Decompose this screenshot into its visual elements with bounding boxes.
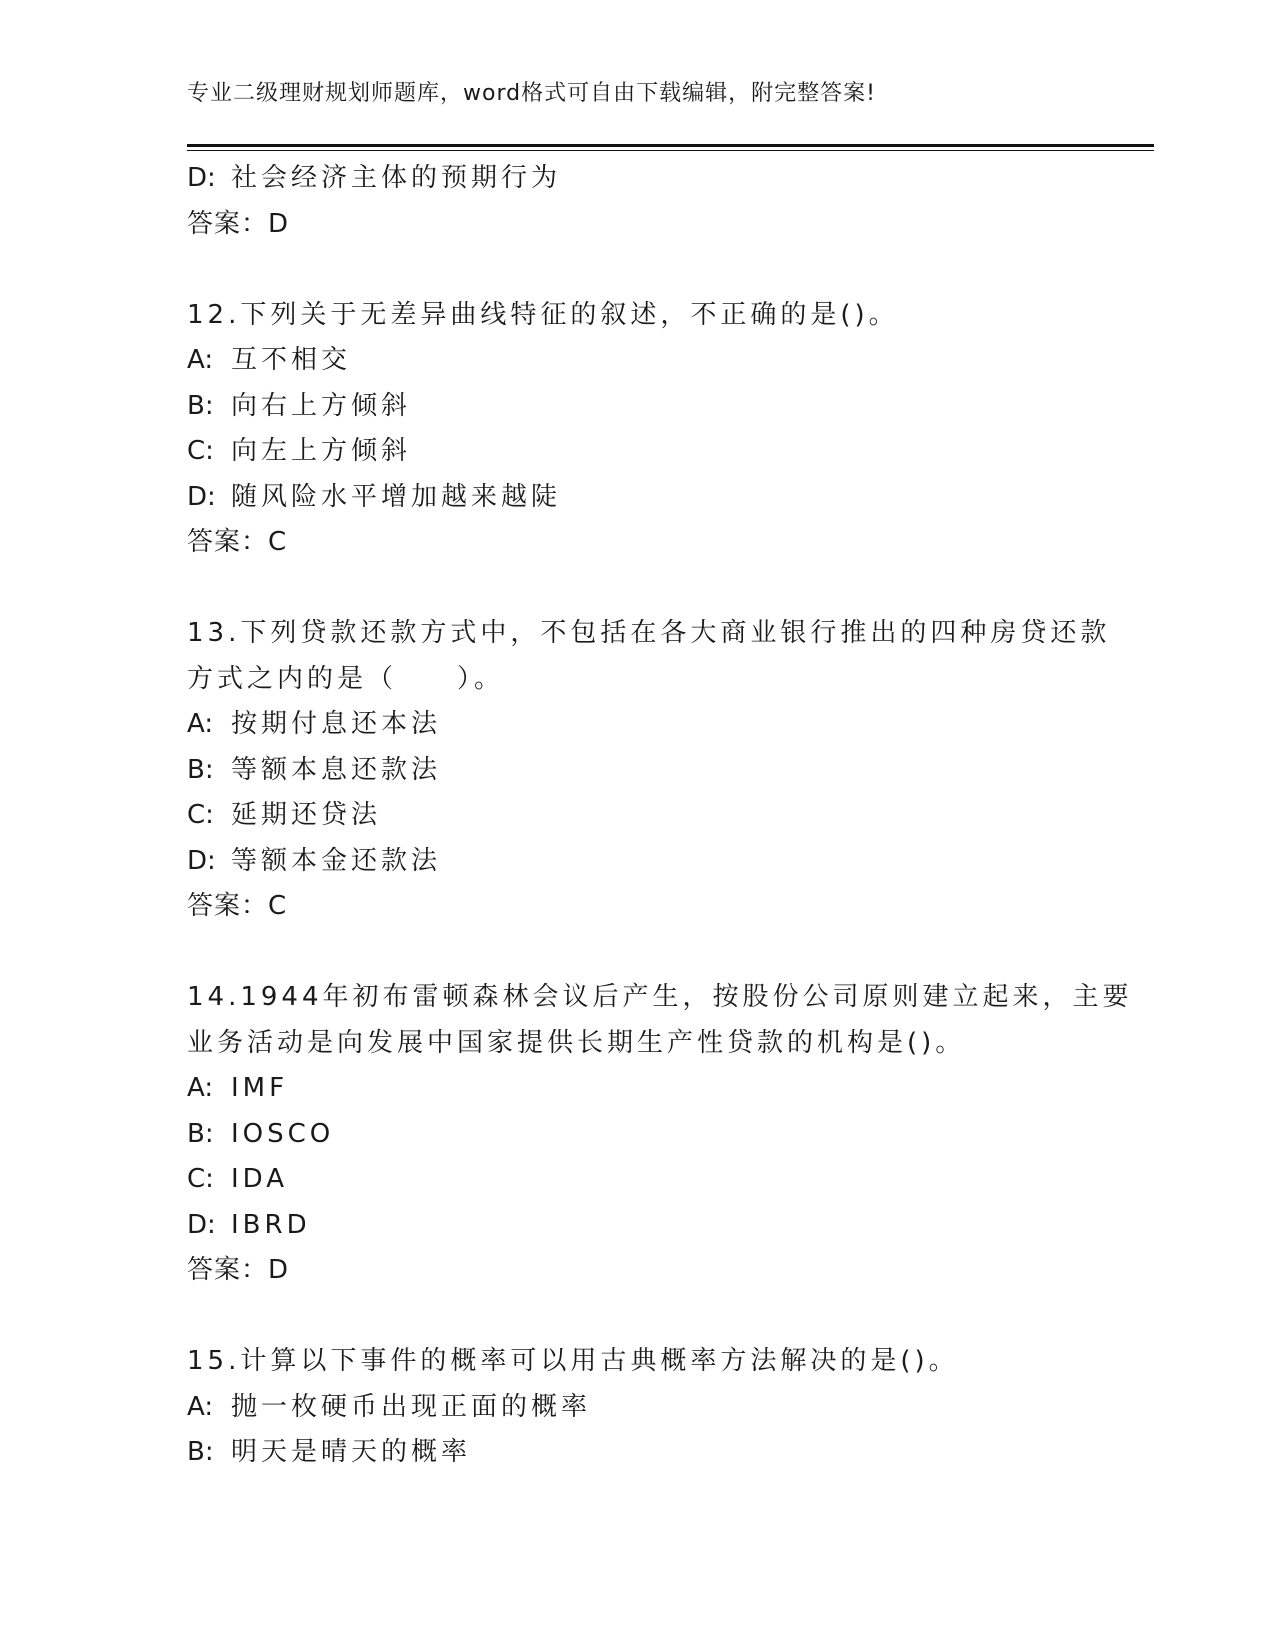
answer-option bbox=[187, 1385, 1087, 1431]
question-stem: 13.下列贷款还款方式中，不包括在各大商业银行推出的四种房贷还款 bbox=[187, 618, 1111, 648]
answer-option bbox=[187, 748, 1087, 794]
question-list bbox=[187, 156, 1133, 1476]
answer-key: 答案：C bbox=[187, 891, 288, 921]
answer-option bbox=[187, 475, 1087, 521]
answer-option bbox=[187, 1066, 1087, 1112]
block-spacer bbox=[187, 247, 1087, 293]
question-stem: 12.下列关于无差异曲线特征的叙述，不正确的是()。 bbox=[187, 299, 899, 330]
answer-option bbox=[187, 156, 1087, 202]
option-text: 互不相交 bbox=[231, 345, 352, 375]
option-letter: B: bbox=[187, 390, 214, 421]
answer-key: 答案：C bbox=[187, 527, 288, 557]
answer-key: 答案：D bbox=[187, 1255, 290, 1285]
option-letter: B: bbox=[187, 1437, 214, 1467]
block-spacer bbox=[187, 1294, 1087, 1340]
question-stem: 14.1944年初布雷顿森林会议后产生，按股份公司原则建立起来，主要 bbox=[187, 982, 1133, 1012]
option-text: 等额本息还款法 bbox=[231, 754, 442, 785]
header-rule-thin bbox=[187, 150, 1154, 151]
block-spacer bbox=[187, 566, 1087, 612]
answer-option bbox=[187, 384, 1087, 430]
block-spacer bbox=[187, 930, 1087, 976]
option-letter: C: bbox=[187, 800, 214, 830]
question-stem: 方式之内的是（ ）。 bbox=[187, 663, 505, 694]
option-text: IBRD bbox=[231, 1209, 311, 1240]
option-text: 抛一枚硬币出现正面的概率 bbox=[231, 1391, 592, 1422]
option-text: 向左上方倾斜 bbox=[231, 436, 412, 466]
answer-key: 答案：D bbox=[187, 208, 290, 239]
option-letter: A: bbox=[187, 345, 214, 375]
question-stem: 15.计算以下事件的概率可以用古典概率方法解决的是()。 bbox=[187, 1346, 959, 1376]
option-letter: A: bbox=[187, 709, 214, 739]
option-letter: D: bbox=[187, 163, 216, 193]
option-letter: B: bbox=[187, 754, 214, 785]
answer-option bbox=[187, 793, 1087, 839]
answer-option bbox=[187, 1157, 1087, 1203]
option-text: 延期还贷法 bbox=[231, 800, 382, 830]
option-letter: D: bbox=[187, 1209, 216, 1240]
option-text: IMF bbox=[231, 1073, 289, 1103]
question-stem: 业务活动是向发展中国家提供长期生产性贷款的机构是()。 bbox=[187, 1027, 966, 1058]
answer-option bbox=[187, 702, 1087, 748]
answer-option bbox=[187, 1112, 1087, 1158]
answer-option bbox=[187, 1430, 1087, 1476]
option-text: IOSCO bbox=[231, 1118, 335, 1149]
option-text: IDA bbox=[231, 1164, 289, 1194]
question-tail bbox=[187, 156, 1087, 247]
option-text: 社会经济主体的预期行为 bbox=[231, 163, 562, 193]
page-header: 专业二级理财规划师题库，word格式可自由下载编辑，附完整答案! bbox=[187, 81, 876, 106]
option-text: 等额本金还款法 bbox=[231, 845, 442, 876]
option-letter: C: bbox=[187, 436, 214, 466]
answer-option bbox=[187, 429, 1087, 475]
option-text: 按期付息还本法 bbox=[231, 709, 442, 739]
option-letter: B: bbox=[187, 1118, 214, 1149]
question-block bbox=[187, 293, 1087, 566]
option-letter: D: bbox=[187, 481, 216, 512]
question-block bbox=[187, 975, 1133, 1294]
option-letter: A: bbox=[187, 1391, 214, 1422]
answer-option bbox=[187, 839, 1087, 885]
answer-option bbox=[187, 338, 1087, 384]
option-text: 向右上方倾斜 bbox=[231, 390, 412, 421]
answer-option bbox=[187, 1203, 1087, 1249]
header-rule-thick bbox=[187, 144, 1154, 147]
option-letter: D: bbox=[187, 845, 216, 876]
option-text: 随风险水平增加越来越陡 bbox=[231, 481, 562, 512]
question-block bbox=[187, 611, 1111, 930]
option-letter: C: bbox=[187, 1164, 214, 1194]
question-block bbox=[187, 1339, 1087, 1476]
option-letter: A: bbox=[187, 1073, 214, 1103]
option-text: 明天是晴天的概率 bbox=[231, 1437, 472, 1467]
